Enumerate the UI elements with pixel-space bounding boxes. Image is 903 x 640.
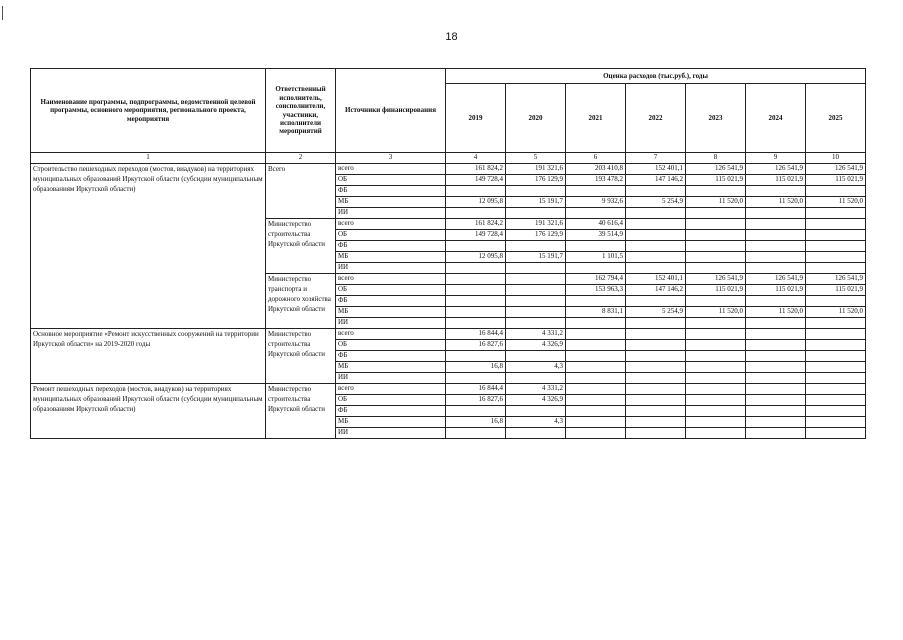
value-cell-2025 <box>806 384 866 395</box>
value-cell-2022 <box>626 263 686 274</box>
value-cell-2023: 11 520,0 <box>686 307 746 318</box>
value-cell-2022 <box>626 428 686 439</box>
value-cell-2023 <box>686 384 746 395</box>
funding-source: всего <box>336 384 446 395</box>
value-cell-2020 <box>506 373 566 384</box>
value-cell-2019: 161 824,2 <box>446 219 506 230</box>
column-number: 2 <box>266 153 336 164</box>
value-cell-2024: 126 541,9 <box>746 164 806 175</box>
value-cell-2019: 16 827,6 <box>446 340 506 351</box>
value-cell-2020 <box>506 285 566 296</box>
value-cell-2024 <box>746 362 806 373</box>
header-responsible: Ответственный исполнитель, соисполнители, участники, исполнители мероприятий <box>266 69 336 153</box>
value-cell-2022 <box>626 230 686 241</box>
value-cell-2019 <box>446 406 506 417</box>
value-cell-2023 <box>686 340 746 351</box>
value-cell-2022: 147 146,2 <box>626 175 686 186</box>
column-number: 4 <box>446 153 506 164</box>
value-cell-2025 <box>806 296 866 307</box>
value-cell-2021 <box>566 296 626 307</box>
header-name: Наименование программы, подпрограммы, ведомственной целевой программы, основного мероприятия, регионального проекта, мероприятия <box>31 69 266 153</box>
funding-source: ФБ <box>336 296 446 307</box>
column-number: 3 <box>336 153 446 164</box>
value-cell-2025: 115 021,9 <box>806 175 866 186</box>
value-cell-2023 <box>686 186 746 197</box>
value-cell-2021 <box>566 373 626 384</box>
funding-source: МБ <box>336 307 446 318</box>
value-cell-2023: 126 541,9 <box>686 274 746 285</box>
value-cell-2024 <box>746 219 806 230</box>
value-cell-2022: 147 146,2 <box>626 285 686 296</box>
funding-source: всего <box>336 274 446 285</box>
value-cell-2020: 4,3 <box>506 362 566 373</box>
funding-source: ФБ <box>336 406 446 417</box>
value-cell-2019: 149 728,4 <box>446 175 506 186</box>
value-cell-2023: 11 520,0 <box>686 197 746 208</box>
value-cell-2022 <box>626 362 686 373</box>
value-cell-2024 <box>746 263 806 274</box>
header-year-2025: 2025 <box>806 84 866 153</box>
value-cell-2025 <box>806 362 866 373</box>
value-cell-2021 <box>566 395 626 406</box>
value-cell-2025 <box>806 252 866 263</box>
value-cell-2020: 191 321,6 <box>506 219 566 230</box>
value-cell-2020 <box>506 428 566 439</box>
value-cell-2019 <box>446 307 506 318</box>
column-number: 9 <box>746 153 806 164</box>
funding-source: ОБ <box>336 175 446 186</box>
funding-source: ОБ <box>336 230 446 241</box>
funding-source: МБ <box>336 252 446 263</box>
table-row <box>31 384 866 395</box>
value-cell-2022: 5 254,9 <box>626 307 686 318</box>
value-cell-2024 <box>746 395 806 406</box>
funding-source: ИИ <box>336 373 446 384</box>
funding-source: ФБ <box>336 241 446 252</box>
column-number: 6 <box>566 153 626 164</box>
value-cell-2019: 12 095,8 <box>446 197 506 208</box>
column-number: 1 <box>31 153 266 164</box>
value-cell-2019 <box>446 318 506 329</box>
value-cell-2025: 126 541,9 <box>806 274 866 285</box>
value-cell-2022 <box>626 373 686 384</box>
budget-table <box>30 68 866 439</box>
value-cell-2022 <box>626 241 686 252</box>
activity-name: Ремонт пешеходных переходов (мостов, виадуков) на территориях муниципальных образований Иркутской области (субсидии муниципальным образованиям Иркутской области) <box>31 384 266 439</box>
value-cell-2019: 16 844,4 <box>446 384 506 395</box>
value-cell-2025: 11 520,0 <box>806 307 866 318</box>
value-cell-2023 <box>686 417 746 428</box>
value-cell-2024 <box>746 417 806 428</box>
value-cell-2022 <box>626 329 686 340</box>
value-cell-2024 <box>746 329 806 340</box>
value-cell-2019: 16,8 <box>446 417 506 428</box>
header-year-2021: 2021 <box>566 84 626 153</box>
scan-edge-mark <box>2 6 3 20</box>
value-cell-2021: 39 514,9 <box>566 230 626 241</box>
value-cell-2023: 115 021,9 <box>686 175 746 186</box>
value-cell-2023 <box>686 351 746 362</box>
value-cell-2020: 4 331,2 <box>506 384 566 395</box>
value-cell-2019: 149 728,4 <box>446 230 506 241</box>
header-year-2019: 2019 <box>446 84 506 153</box>
value-cell-2022 <box>626 296 686 307</box>
funding-source: ФБ <box>336 186 446 197</box>
value-cell-2022 <box>626 252 686 263</box>
value-cell-2023 <box>686 362 746 373</box>
funding-source: всего <box>336 219 446 230</box>
value-cell-2020: 15 191,7 <box>506 197 566 208</box>
funding-source: ИИ <box>336 208 446 219</box>
value-cell-2023 <box>686 395 746 406</box>
value-cell-2022 <box>626 208 686 219</box>
value-cell-2021 <box>566 208 626 219</box>
value-cell-2020: 176 129,9 <box>506 175 566 186</box>
table-row <box>31 329 866 340</box>
header-year-2022: 2022 <box>626 84 686 153</box>
value-cell-2020: 4,3 <box>506 417 566 428</box>
value-cell-2020 <box>506 351 566 362</box>
value-cell-2023 <box>686 406 746 417</box>
value-cell-2019 <box>446 285 506 296</box>
funding-source: ОБ <box>336 285 446 296</box>
value-cell-2019: 16,8 <box>446 362 506 373</box>
value-cell-2024: 115 021,9 <box>746 285 806 296</box>
value-cell-2020 <box>506 263 566 274</box>
value-cell-2023 <box>686 263 746 274</box>
value-cell-2021 <box>566 417 626 428</box>
value-cell-2025 <box>806 340 866 351</box>
table-body <box>31 164 866 439</box>
column-number: 8 <box>686 153 746 164</box>
value-cell-2023: 126 541,9 <box>686 164 746 175</box>
value-cell-2024: 11 520,0 <box>746 197 806 208</box>
value-cell-2024: 115 021,9 <box>746 175 806 186</box>
value-cell-2022 <box>626 219 686 230</box>
value-cell-2025 <box>806 208 866 219</box>
value-cell-2021 <box>566 241 626 252</box>
value-cell-2019 <box>446 241 506 252</box>
value-cell-2025 <box>806 428 866 439</box>
value-cell-2021: 40 616,4 <box>566 219 626 230</box>
activity-name: Строительство пешеходных переходов (мостов, виадуков) на территориях муниципальных образований Иркутской области (субсидии муниципальным образованиям Иркутской области) <box>31 164 266 329</box>
value-cell-2025 <box>806 417 866 428</box>
value-cell-2022: 152 401,1 <box>626 164 686 175</box>
funding-source: ИИ <box>336 318 446 329</box>
value-cell-2022: 5 254,9 <box>626 197 686 208</box>
value-cell-2024 <box>746 406 806 417</box>
value-cell-2021: 9 932,6 <box>566 197 626 208</box>
value-cell-2025 <box>806 186 866 197</box>
value-cell-2020 <box>506 208 566 219</box>
value-cell-2022 <box>626 384 686 395</box>
value-cell-2019 <box>446 373 506 384</box>
value-cell-2025 <box>806 241 866 252</box>
header-source: Источники финансирования <box>336 69 446 153</box>
header-year-2020: 2020 <box>506 84 566 153</box>
header-estimate: Оценка расходов (тыс.руб.), годы <box>446 69 866 84</box>
value-cell-2023 <box>686 329 746 340</box>
value-cell-2023 <box>686 296 746 307</box>
value-cell-2024: 11 520,0 <box>746 307 806 318</box>
value-cell-2024 <box>746 208 806 219</box>
value-cell-2021 <box>566 186 626 197</box>
value-cell-2021: 203 410,8 <box>566 164 626 175</box>
value-cell-2023 <box>686 318 746 329</box>
responsible-executor: Министерство транспорта и дорожного хозяйства Иркутской области <box>266 274 336 329</box>
funding-source: ИИ <box>336 428 446 439</box>
value-cell-2021 <box>566 263 626 274</box>
funding-source: ОБ <box>336 340 446 351</box>
value-cell-2025 <box>806 219 866 230</box>
funding-source: ИИ <box>336 263 446 274</box>
value-cell-2025 <box>806 263 866 274</box>
value-cell-2025: 126 541,9 <box>806 164 866 175</box>
value-cell-2023 <box>686 219 746 230</box>
responsible-executor: Министерство строительства Иркутской области <box>266 329 336 384</box>
value-cell-2025 <box>806 406 866 417</box>
value-cell-2021 <box>566 340 626 351</box>
value-cell-2019 <box>446 428 506 439</box>
value-cell-2022: 152 401,1 <box>626 274 686 285</box>
value-cell-2019 <box>446 186 506 197</box>
value-cell-2024 <box>746 318 806 329</box>
value-cell-2020 <box>506 318 566 329</box>
value-cell-2025 <box>806 395 866 406</box>
column-number: 10 <box>806 153 866 164</box>
value-cell-2022 <box>626 351 686 362</box>
value-cell-2021 <box>566 362 626 373</box>
value-cell-2024 <box>746 296 806 307</box>
value-cell-2023 <box>686 373 746 384</box>
value-cell-2021 <box>566 384 626 395</box>
value-cell-2021 <box>566 351 626 362</box>
header-year-2023: 2023 <box>686 84 746 153</box>
value-cell-2020: 4 326,9 <box>506 340 566 351</box>
value-cell-2025 <box>806 230 866 241</box>
funding-source: ФБ <box>336 351 446 362</box>
value-cell-2021: 153 963,3 <box>566 285 626 296</box>
value-cell-2025: 115 021,9 <box>806 285 866 296</box>
value-cell-2019 <box>446 351 506 362</box>
value-cell-2024 <box>746 230 806 241</box>
value-cell-2025 <box>806 318 866 329</box>
value-cell-2022 <box>626 340 686 351</box>
value-cell-2024 <box>746 340 806 351</box>
value-cell-2023 <box>686 252 746 263</box>
funding-source: всего <box>336 164 446 175</box>
value-cell-2023 <box>686 241 746 252</box>
value-cell-2019: 12 095,8 <box>446 252 506 263</box>
value-cell-2020 <box>506 186 566 197</box>
value-cell-2020 <box>506 241 566 252</box>
value-cell-2023: 115 021,9 <box>686 285 746 296</box>
activity-name: Основное мероприятие «Ремонт искусственных сооружений на территории Иркутской области» на 2019-2020 годы <box>31 329 266 384</box>
value-cell-2020: 176 129,9 <box>506 230 566 241</box>
value-cell-2020: 4 331,2 <box>506 329 566 340</box>
value-cell-2023 <box>686 230 746 241</box>
value-cell-2025 <box>806 373 866 384</box>
value-cell-2024 <box>746 252 806 263</box>
value-cell-2021 <box>566 428 626 439</box>
value-cell-2020: 191 321,6 <box>506 164 566 175</box>
value-cell-2020 <box>506 406 566 417</box>
value-cell-2024 <box>746 428 806 439</box>
table-row <box>31 164 866 175</box>
value-cell-2021 <box>566 406 626 417</box>
value-cell-2022 <box>626 406 686 417</box>
value-cell-2019 <box>446 208 506 219</box>
funding-source: МБ <box>336 417 446 428</box>
column-number: 7 <box>626 153 686 164</box>
funding-source: ОБ <box>336 395 446 406</box>
column-number: 5 <box>506 153 566 164</box>
value-cell-2021 <box>566 318 626 329</box>
value-cell-2019: 16 844,4 <box>446 329 506 340</box>
funding-source: МБ <box>336 197 446 208</box>
value-cell-2022 <box>626 318 686 329</box>
value-cell-2019: 161 824,2 <box>446 164 506 175</box>
value-cell-2020: 4 326,9 <box>506 395 566 406</box>
responsible-executor: Министерство строительства Иркутской области <box>266 219 336 274</box>
value-cell-2025: 11 520,0 <box>806 197 866 208</box>
value-cell-2019: 16 827,6 <box>446 395 506 406</box>
funding-source: МБ <box>336 362 446 373</box>
page-number: 18 <box>445 31 458 43</box>
value-cell-2024 <box>746 241 806 252</box>
value-cell-2020 <box>506 296 566 307</box>
value-cell-2019 <box>446 296 506 307</box>
value-cell-2024 <box>746 384 806 395</box>
responsible-executor: Всего <box>266 164 336 219</box>
value-cell-2019 <box>446 263 506 274</box>
value-cell-2024 <box>746 351 806 362</box>
value-cell-2024 <box>746 186 806 197</box>
value-cell-2023 <box>686 428 746 439</box>
value-cell-2021: 193 478,2 <box>566 175 626 186</box>
value-cell-2025 <box>806 329 866 340</box>
value-cell-2024: 126 541,9 <box>746 274 806 285</box>
value-cell-2023 <box>686 208 746 219</box>
value-cell-2021: 8 831,1 <box>566 307 626 318</box>
value-cell-2022 <box>626 186 686 197</box>
value-cell-2024 <box>746 373 806 384</box>
value-cell-2020: 15 191,7 <box>506 252 566 263</box>
value-cell-2019 <box>446 274 506 285</box>
header-year-2024: 2024 <box>746 84 806 153</box>
value-cell-2021: 162 794,4 <box>566 274 626 285</box>
value-cell-2021: 1 101,5 <box>566 252 626 263</box>
funding-source: всего <box>336 329 446 340</box>
table-header <box>31 69 866 164</box>
value-cell-2022 <box>626 417 686 428</box>
value-cell-2022 <box>626 395 686 406</box>
value-cell-2021 <box>566 329 626 340</box>
value-cell-2020 <box>506 307 566 318</box>
value-cell-2020 <box>506 274 566 285</box>
value-cell-2025 <box>806 351 866 362</box>
responsible-executor: Министерство строительства Иркутской области <box>266 384 336 439</box>
